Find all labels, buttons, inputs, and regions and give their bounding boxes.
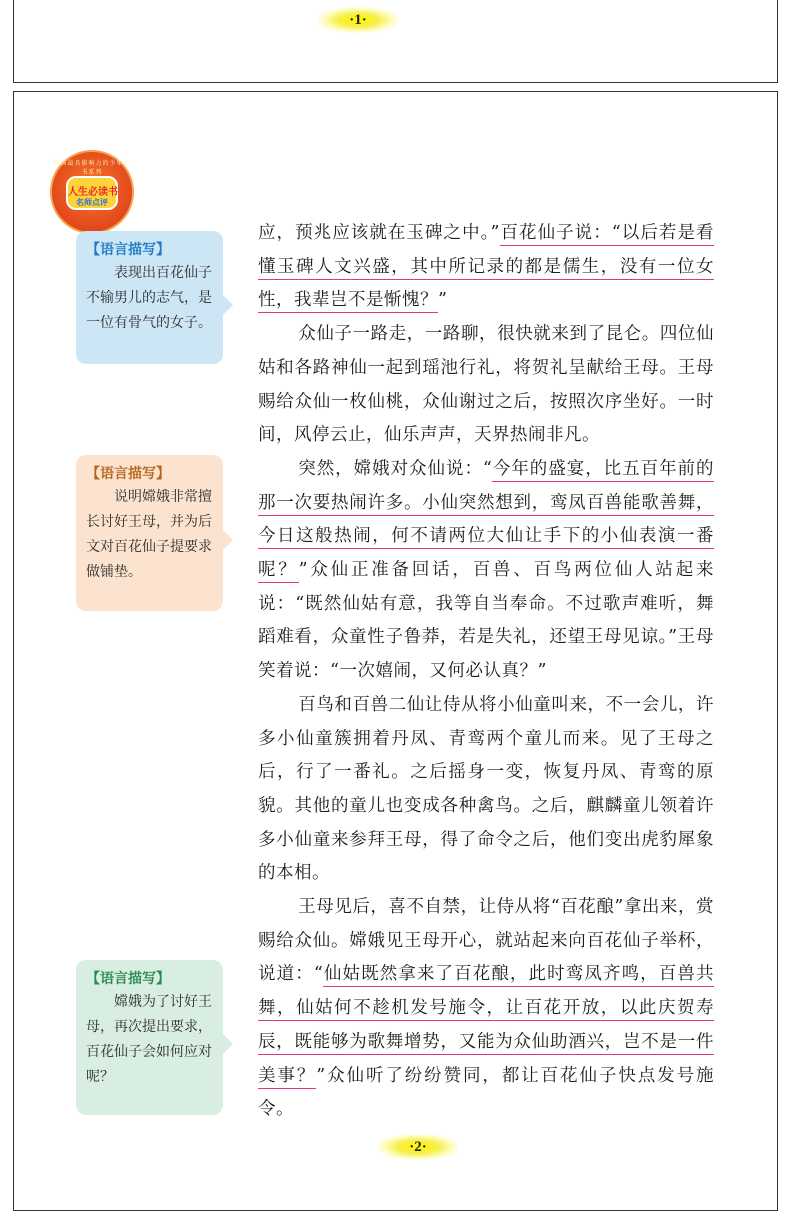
annotation-note-3	[76, 960, 223, 1115]
badge-title: 人生必读书	[68, 187, 118, 198]
page-number-bottom: ·2·	[378, 1134, 458, 1160]
page-number-top: ·1·	[318, 7, 398, 33]
text-run: ”众仙正准备回话，百兽、百鸟两位仙人站起来说：“既然仙姑有意，我等自当奉命。不过歌声难听，舞蹈难看，众童性子鲁莽，若是失礼，还望王母见谅。”王母笑着说：“一次嬉闹，又何必认真？”	[258, 560, 715, 682]
paragraph-3	[258, 453, 714, 689]
note-title: 【语言描写】	[86, 466, 170, 482]
highlighted-dialogue: 百花仙子说：“以后若是看懂玉碑人文兴盛，其中所记录的都是儒生，没有一位女性，我辈岂不是惭愧？	[258, 223, 714, 313]
paragraph-4: 百鸟和百兽二仙让侍从将小仙童叫来，不一会儿，许多小仙童簇拥着丹凤、青鸾两个童儿而来。见了王母之后，行了一番礼。之后摇身一变，恢复丹凤、青鸾的原貌。其他的童儿也变成各种禽鸟。之后，麒麟童儿领着许多小仙童来参拜王母，得了命令之后，他们变出虎豹犀象的本相。	[258, 694, 714, 884]
text-run: ”	[438, 290, 448, 311]
paragraph-1	[258, 217, 714, 318]
story-body	[258, 217, 714, 1127]
highlighted-dialogue: 仙姑既然拿来了百花酿，此时鸾凤齐鸣，百兽共舞，仙姑何不趁机发号施令，让百花开放，以此庆贺寿辰，既能够为歌舞增势，又能为众仙助酒兴，岂不是一件美事？	[258, 964, 714, 1088]
badge-label	[66, 176, 118, 210]
annotation-note-2	[76, 455, 223, 611]
note-body: 表现出百花仙子不输男儿的志气，是一位有骨气的女子。	[86, 265, 212, 331]
paragraph-5	[258, 891, 714, 1127]
note-body: 嫦娥为了讨好王母，再次提出要求，百花仙子会如何应对呢？	[86, 994, 212, 1085]
badge-subtitle: 名师点评	[76, 198, 108, 207]
note-title: 【语言描写】	[86, 971, 170, 987]
highlighted-dialogue: 今年的盛宴，比五百年前的那一次要热闹许多。小仙突然想到，鸾凤百兽能歌善舞，今日这般热闹，何不请两位大仙让手下的小仙表演一番呢？	[258, 459, 714, 583]
note-body: 说明嫦娥非常擅长讨好王母，并为后文对百花仙子提要求做铺垫。	[86, 489, 212, 580]
note-title: 【语言描写】	[86, 242, 170, 258]
text-run: 王母见后，喜不自禁，让侍从将“百花酿”拿出来，赏赐给众仙。嫦娥见王母开心，就站起来向百花仙子举杯，说道：“	[258, 897, 714, 985]
badge-ring-text: 我国最具影响力的少年读书系列	[53, 160, 131, 176]
text-run: 突然，嫦娥对众仙说：“	[298, 458, 493, 479]
text-run: ”众仙听了纷纷赞同，都让百花仙子快点发号施令。	[258, 1065, 714, 1120]
series-badge-logo	[50, 150, 134, 234]
annotation-note-1	[76, 231, 223, 364]
text-run: 应，预兆应该就在玉碑之中。”	[258, 223, 500, 243]
paragraph-2: 众仙子一路走，一路聊，很快就来到了昆仑。四位仙姑和各路神仙一起到瑶池行礼，将贺礼呈献给王母。王母赐给众仙一枚仙桃，众仙谢过之后，按照次序坐好。一时间，风停云止，仙乐声声，天界热闹非凡。	[258, 324, 714, 446]
